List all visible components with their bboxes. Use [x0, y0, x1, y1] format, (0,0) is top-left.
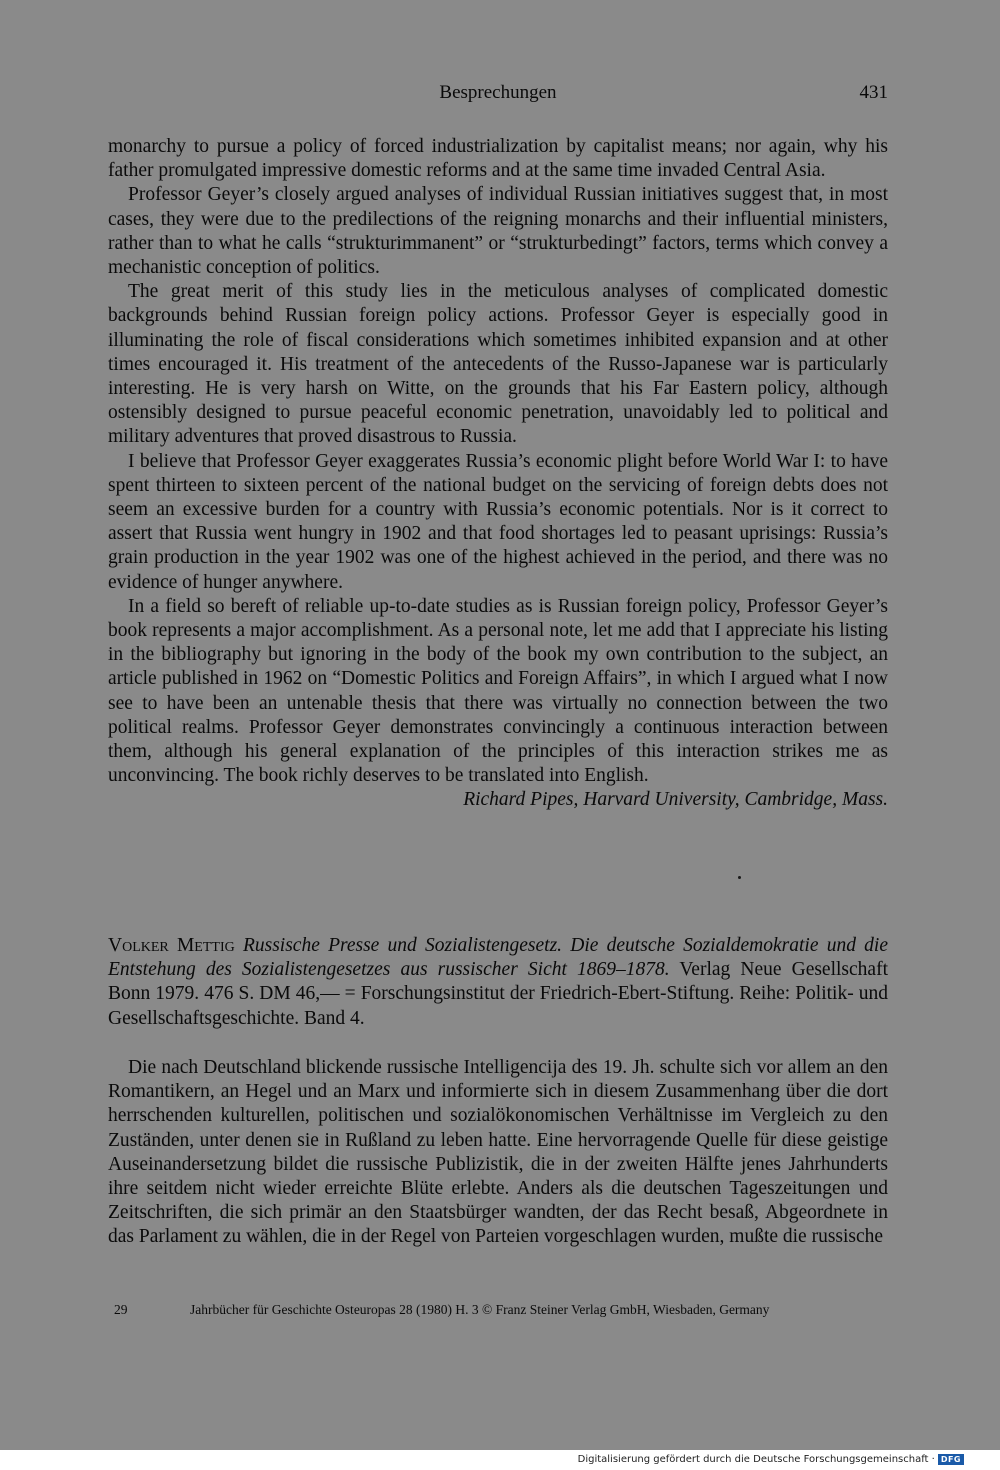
paragraph-2: Professor Geyer’s closely argued analyses of individual Russian initiatives suggest that, in most cases, they were due to the predilections of the reigning monarchs and their influential ministers, rather than to what he calls “strukturimmanent” or “strukturbedingt” factors, terms which convey a mechanistic conception of politics.	[108, 184, 888, 279]
credit-text: Digitalisierung gefördert durch die Deutsche Forschungsgemeinschaft ·	[577, 1454, 935, 1465]
paragraph-1: monarchy to pursue a policy of forced industrialization by capitalist means; nor again, why his father promulgated impressive domestic reforms and at the same time invaded Central Asia.	[108, 136, 888, 182]
review-author: Volker Mettig	[108, 935, 235, 956]
review-signature: Richard Pipes, Harvard University, Cambridge, Mass.	[463, 789, 888, 811]
publication-details: Verlag Neue Gesellschaft Bonn 1979. 476 S. DM 46,— = Forschungsinstitut der Friedrich-Ebert-Stiftung. Reihe: Politik- und Gesellschaftsgeschichte. Band 4.	[108, 959, 888, 1029]
sheet-number: 29	[114, 1302, 128, 1317]
running-header	[108, 82, 888, 108]
article-body	[108, 135, 888, 813]
paragraph-5: In a field so bereft of reliable up-to-date studies as is Russian foreign policy, Professor Geyer’s book represents a major accomplishment. As a personal note, let me add that I appreciate his listing in the bibliography but ignoring in the body of the book my own contribution to the subject, an article published in 1962 on “Domestic Politics and Foreign Affairs”, in which I argued what I now see to have been an untenable thesis that there was virtually no connection between the two political realms. Professor Geyer demonstrates convincingly a continuous interaction between them, although his general explanation of the principles of this interaction strikes me as unconvincing. The book richly deserves to be translated into English.	[108, 595, 888, 787]
digitization-credit	[578, 1454, 964, 1465]
paragraph-4: I believe that Professor Geyer exaggerates Russia’s economic plight before World War I: to have spent thirteen to sixteen percent of the national budget on the servicing of foreign debts does not seem an excessive burden for a country with Russia’s economic potentials. Nor is it correct to assert that Russia went hungry in 1902 and that food shortages led to peasant uprisings: Russia’s grain production in the year 1902 was one of the highest achieved in the period, and there was no evidence of hunger anywhere.	[108, 450, 888, 593]
journal-citation: Jahrbücher für Geschichte Osteuropas 28 (1980) H. 3 © Franz Steiner Verlag GmbH, Wiesbaden, Germany	[190, 1302, 770, 1317]
review-paragraph: Die nach Deutschland blickende russische Intelligencija des 19. Jh. schulte sich vor allem an den Romantikern, an Hegel und an Marx und informierte sich in diesem Zusammenhang über die dort herrschenden kulturellen, politischen und sozialökonomischen Verhältnisse im Vergleich zu den Zuständen, unter denen sie in Rußland zu leben hatte. Eine hervorragende Quelle für diese geistige Auseinandersetzung bildet die russische Publizistik, die in der zweiten Hälfte jenes Jahrhunderts ihre seitdem nicht wieder erreichte Blüte erlebte. Anders als die deutschen Tageszeitungen und Zeitschriften, die sich primär an den Staatsbürger wandten, der das Recht besaß, Abgeordnete in das Parlament zu wählen, die in der Regel von Parteien vorgeschlagen wurden, mußte die russische	[108, 1057, 888, 1248]
review-heading	[108, 934, 888, 1031]
book-title: Russische Presse und Sozialistengesetz. Die deutsche Sozialdemokratie und die Entstehung des Sozialistengesetzes aus russischer Sicht 1869–1878.	[108, 935, 888, 981]
page-number: 431	[859, 82, 888, 103]
bibliographic-entry	[108, 934, 888, 1031]
section-title: Besprechungen	[439, 82, 557, 103]
scan-speck	[738, 876, 741, 879]
review-body	[108, 1056, 888, 1250]
dfg-logo: DFG	[938, 1454, 964, 1465]
paragraph-3: The great merit of this study lies in the meticulous analyses of complicated domestic backgrounds behind Russian foreign policy actions. Professor Geyer is especially good in illuminating the role of fiscal considerations which sometimes inhibited expansion and at other times encouraged it. His treatment of the antecedents of the Russo-Japanese war is particularly interesting. He is very harsh on Witte, on the grounds that his Far Eastern policy, although ostensibly designed to pursue peaceful economic penetration, unavoidably led to political and military adventures that proved disastrous to Russia.	[108, 281, 888, 448]
